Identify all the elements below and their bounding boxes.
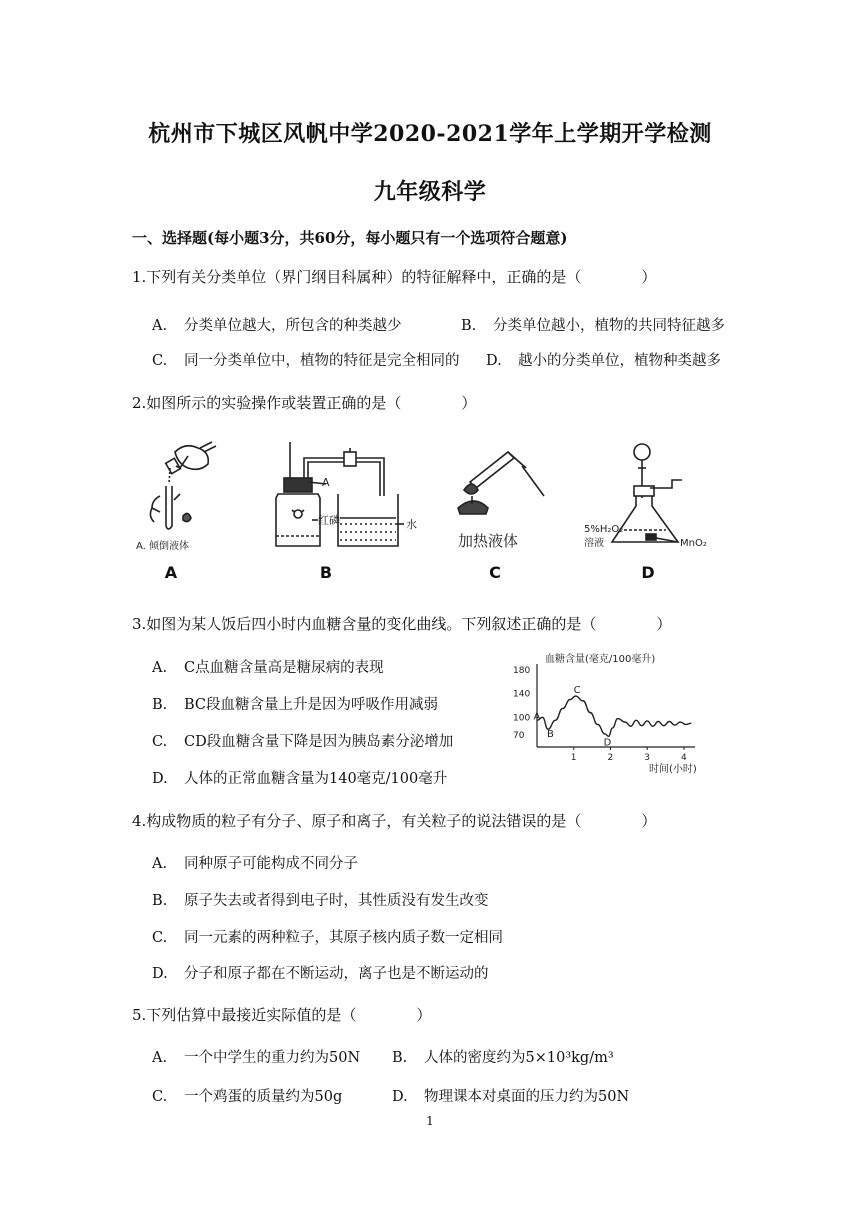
blood-sugar-chart <box>505 650 705 778</box>
option-letter: C. <box>152 353 168 369</box>
figure-b-label-phosphorus: 红磷 <box>318 514 340 527</box>
question-3-option-b <box>152 693 438 714</box>
question-5-option-b <box>392 1046 614 1067</box>
option-text: 人体的密度约为5×10³kg/m³ <box>424 1050 614 1066</box>
option-letter: A. <box>152 1050 168 1066</box>
option-letter: A. <box>152 856 168 872</box>
option-text: 一个中学生的重力约为50N <box>184 1050 361 1066</box>
figure-c-caption: 加热液体 <box>458 532 519 550</box>
option-letter: C. <box>152 734 168 750</box>
figure-a-caption: A. 倾倒液体 <box>136 541 190 552</box>
option-text: 分类单位越小，植物的共同特征越多 <box>493 318 725 334</box>
option-text: 一个鸡蛋的质量约为50g <box>184 1089 343 1105</box>
question-1-option-c <box>152 349 460 370</box>
question-4-stem: 4.构成物质的粒子有分子、原子和离子，有关粒子的说法错误的是（ ） <box>132 812 657 830</box>
figure-a-pouring-liquid <box>130 438 235 558</box>
option-letter: D. <box>392 1089 408 1105</box>
chart-title: 血糖含量(毫克/100毫升) <box>545 654 656 665</box>
figure-c-heating-liquid <box>448 438 548 558</box>
question-1-option-d <box>486 349 721 370</box>
question-2-stem: 2.如图所示的实验操作或装置正确的是（ ） <box>132 394 477 412</box>
question-5-option-d <box>392 1085 629 1106</box>
figure-c-label: C <box>489 563 501 582</box>
document-subtitle: 九年级科学 <box>373 179 487 205</box>
option-text: 同一分类单位中，植物的特征是完全相同的 <box>184 353 460 369</box>
option-letter: B. <box>152 893 168 909</box>
option-text: C点血糖含量高是糖尿病的表现 <box>184 660 384 676</box>
chart-point-label-c: C <box>573 685 581 697</box>
chart-x-tick-label: 2 <box>607 753 614 763</box>
section-heading: 一、选择题(每小题3分，共60分，每小题只有一个选项符合题意) <box>132 229 568 247</box>
figure-d-label: D <box>641 563 655 582</box>
option-text: 同一元素的两种粒子，其原子核内质子数一定相同 <box>184 930 503 946</box>
option-text: 人体的正常血糖含量为140毫克/100毫升 <box>184 771 448 787</box>
chart-x-tick-label: 3 <box>644 753 650 763</box>
figure-b-label-water: 水 <box>406 518 417 531</box>
figure-b-phosphorus-apparatus <box>268 438 428 550</box>
figure-b-label: B <box>319 563 333 582</box>
option-letter: B. <box>152 697 168 713</box>
chart-x-tick-label: 4 <box>680 753 687 763</box>
question-3-option-a <box>152 656 384 677</box>
chart-y-tick-label: 100 <box>513 713 531 724</box>
question-4-option-d <box>152 962 489 983</box>
option-letter: D. <box>486 353 502 369</box>
option-letter: D. <box>152 771 168 787</box>
option-text: 原子失去或者得到电子时，其性质没有发生改变 <box>184 893 489 909</box>
option-text: 越小的分类单位，植物种类越多 <box>518 353 721 369</box>
figure-b-label-a: A <box>322 476 330 489</box>
question-4-option-c <box>152 926 503 947</box>
figure-d-oxygen-flask <box>582 438 722 554</box>
option-letter: B. <box>461 318 477 334</box>
option-text: 同种原子可能构成不同分子 <box>184 856 358 872</box>
question-1-option-a <box>152 314 402 335</box>
page-number: 1 <box>426 1114 434 1128</box>
chart-point-label-a: A <box>533 711 541 723</box>
chart-x-label: 时间(小时) <box>649 764 697 775</box>
question-4-option-b <box>152 889 489 910</box>
chart-y-tick-label: 70 <box>513 731 525 742</box>
document-title: 杭州市下城区风帆中学2020-2021学年上学期开学检测 <box>148 121 712 147</box>
chart-point-label-b: B <box>547 729 554 741</box>
question-3-option-c <box>152 730 453 751</box>
question-5-option-a <box>152 1046 360 1067</box>
chart-y-tick-label: 180 <box>513 665 531 676</box>
option-text: BC段血糖含量上升是因为呼吸作用减弱 <box>184 697 439 713</box>
question-4-option-a <box>152 852 358 873</box>
chart-point-label-d: D <box>603 737 612 749</box>
question-1-stem: 1.下列有关分类单位（界门纲目科属种）的特征解释中，正确的是（ ） <box>132 268 657 286</box>
option-letter: A. <box>152 660 168 676</box>
option-letter: D. <box>152 966 168 982</box>
option-text: 物理课本对桌面的压力约为50N <box>424 1089 630 1105</box>
option-text: CD段血糖含量下降是因为胰岛素分泌增加 <box>184 734 454 750</box>
chart-series-line <box>537 696 691 736</box>
option-letter: B. <box>392 1050 408 1066</box>
figure-d-label-h2o2: 5%H₂O₂ <box>584 524 624 535</box>
figure-d-label-mno2: MnO₂ <box>680 538 707 549</box>
question-3-stem: 3.如图为某人饭后四小时内血糖含量的变化曲线。下列叙述正确的是（ ） <box>132 615 672 633</box>
option-text: 分子和原子都在不断运动，离子也是不断运动的 <box>184 966 489 982</box>
option-letter: C. <box>152 1089 168 1105</box>
question-3-option-d <box>152 767 447 788</box>
chart-x-tick-label: 1 <box>570 753 577 763</box>
option-text: 分类单位越大，所包含的种类越少 <box>184 318 402 334</box>
option-letter: C. <box>152 930 168 946</box>
option-letter: A. <box>152 318 168 334</box>
chart-y-tick-label: 140 <box>513 689 531 700</box>
figure-a-label: A <box>164 563 178 582</box>
question-5-stem: 5.下列估算中最接近实际值的是（ ） <box>132 1006 432 1024</box>
question-1-option-b <box>461 314 725 335</box>
question-5-option-c <box>152 1085 342 1106</box>
figure-d-label-solution: 溶液 <box>584 538 604 549</box>
